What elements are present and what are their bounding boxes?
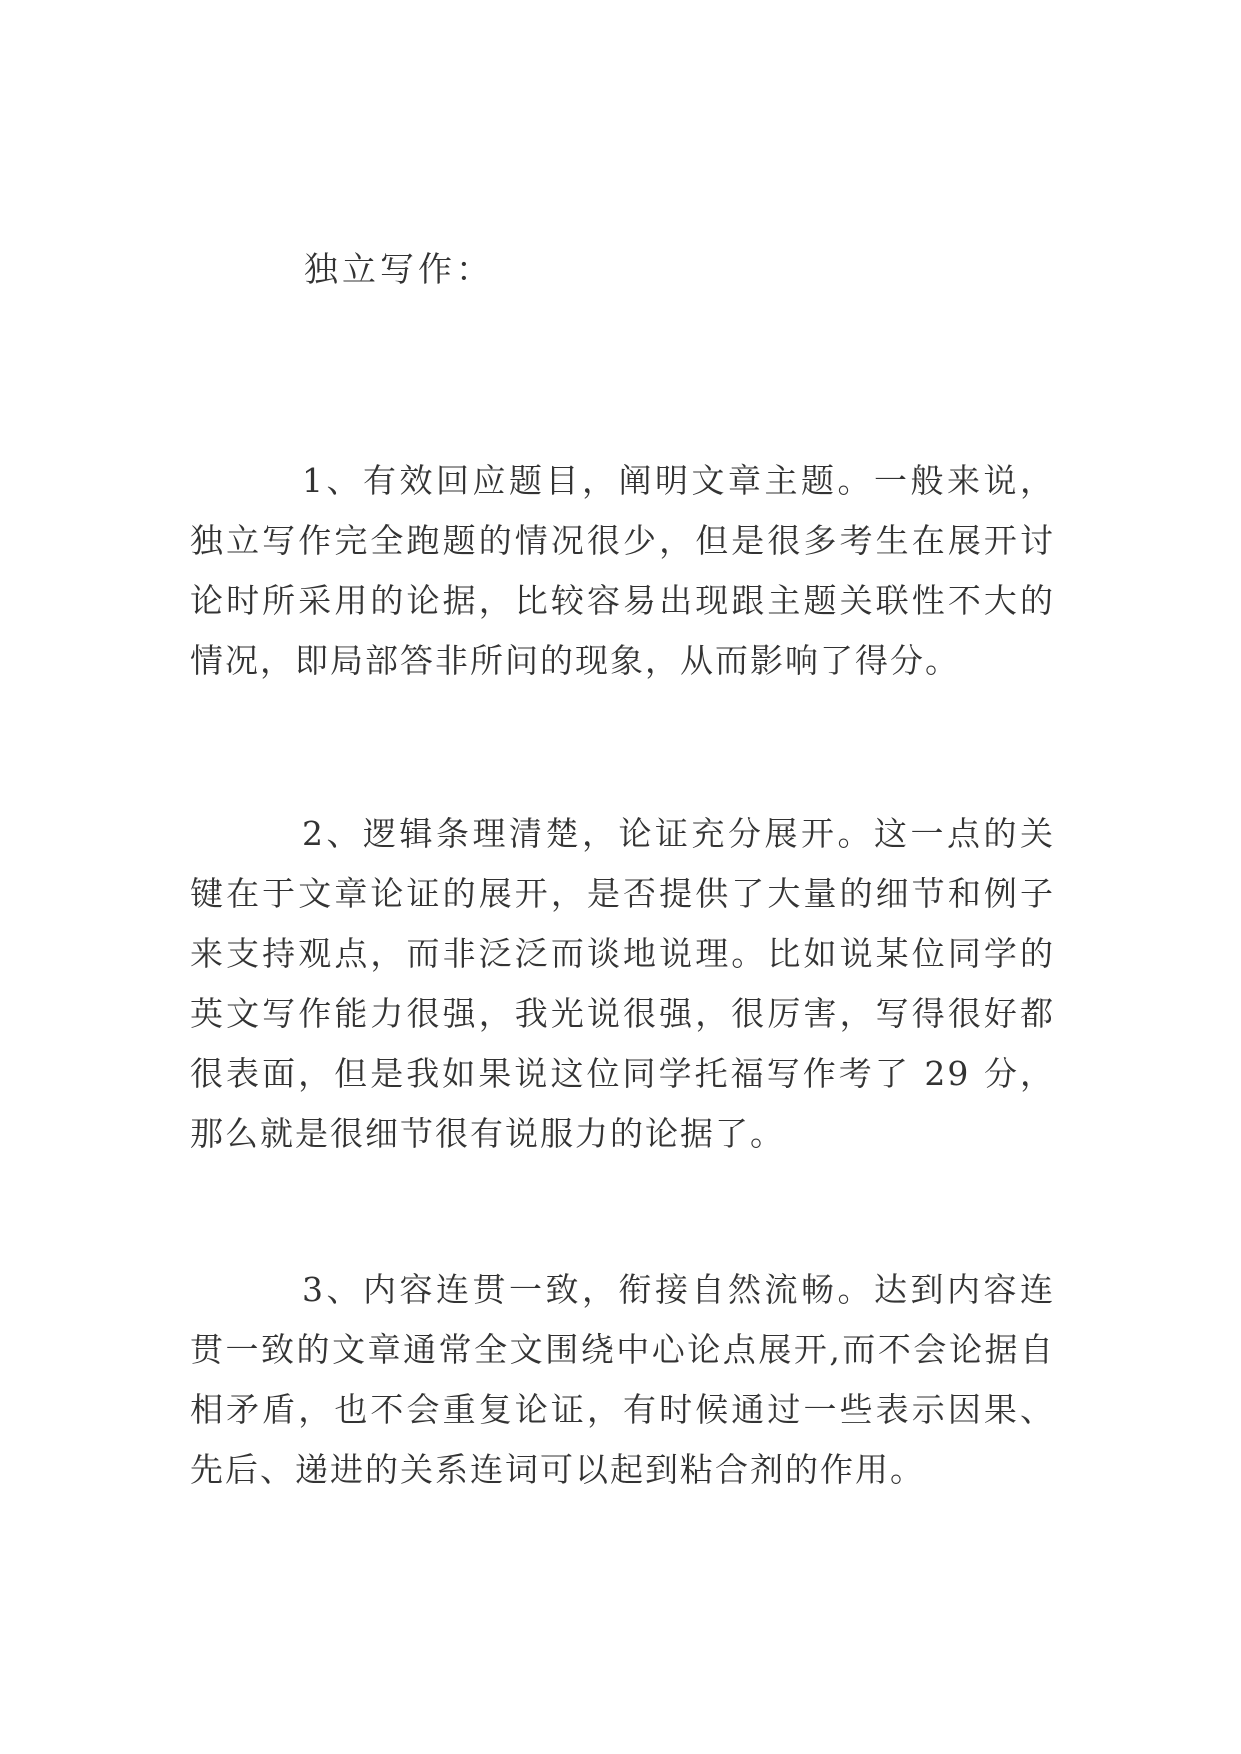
paragraph-1: 1、有效回应题目，阐明文章主题。一般来说，独立写作完全跑题的情况很少，但是很多考生在展开讨论时所采用的论据，比较容易出现跟主题关联性不大的情况，即局部答非所问的现象，从而影响了得分。 xyxy=(190,461,1055,680)
paragraph-3: 3、内容连贯一致，衔接自然流畅。达到内容连贯一致的文章通常全文围绕中心论点展开,而不会论据自相矛盾，也不会重复论证，有时候通过一些表示因果、先后、递进的关系连词可以起到粘合剂的作用。 xyxy=(190,1270,1055,1489)
section-heading: 独立写作： xyxy=(304,250,494,290)
paragraph-2: 2、逻辑条理清楚，论证充分展开。这一点的关键在于文章论证的展开，是否提供了大量的细节和例子来支持观点，而非泛泛而谈地说理。比如说某位同学的英文写作能力很强，我光说很强，很厉害，写得很好都很表面，但是我如果说这位同学托福写作考了 29 分，那么就是很细节很有说服力的论据了。 xyxy=(190,814,1055,1153)
